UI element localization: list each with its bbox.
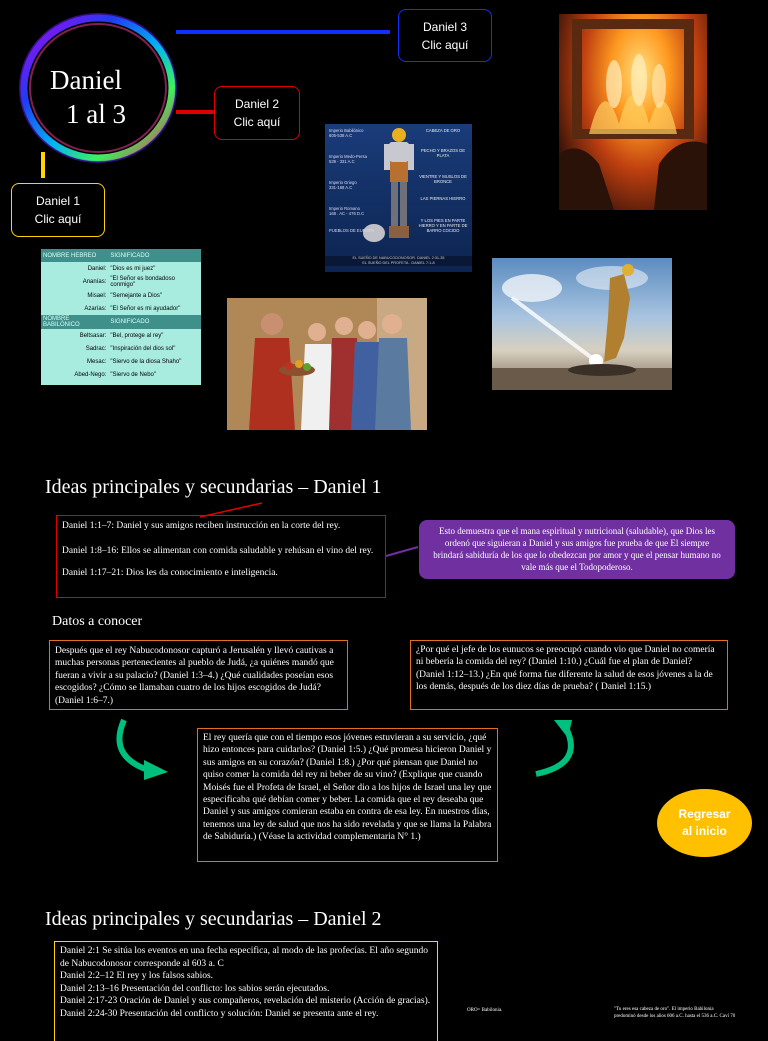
home-button-line1: Regresar bbox=[678, 807, 731, 821]
curved-arrow-left-icon bbox=[108, 716, 180, 782]
names-row: Daniel: "Dios es mi juez" bbox=[87, 265, 156, 272]
names-row: Ananías: "El Señor es bondadoso conmigo" bbox=[82, 276, 175, 288]
empire-row-3: Imperio Griego 331-168 A.C bbox=[329, 180, 357, 190]
hub-title-line1: Daniel bbox=[50, 65, 122, 95]
names-table-image bbox=[41, 249, 201, 385]
section1-line-3: Daniel 1:17–21: Dios les da conocimiento e inteligencia. bbox=[62, 567, 278, 578]
daniel3-link-line2: Clic aquí bbox=[421, 37, 469, 52]
section2-line-4: Daniel 2:17-23 Oración de Daniel y sus compañeros, revelación del misterio (Acción de gracias). bbox=[60, 996, 431, 1007]
daniel2-link-button[interactable] bbox=[214, 86, 300, 140]
names-row: Misael: "Semejante a Dios" bbox=[87, 292, 163, 299]
names-header-meaning: SIGNIFICADO bbox=[110, 252, 150, 259]
daniel2-connector bbox=[176, 110, 214, 114]
section1-line-1: Daniel 1:1–7: Daniel y sus amigos reciben instrucción en la corte del rey. bbox=[62, 521, 341, 531]
section1-callout: Esto demuestra que el mana espiritual y nutricional (saludable), que Dios les ordenó que siguieran a Daniel y sus amigos fue prueba de que El siempre brindará sabiduría de los que lo obedezcan por amor y que el pensar humano no vale más que el Todopoderoso. bbox=[419, 520, 735, 579]
statue-footer-line1: EL SUEÑO DE NABUCODONOSOR. DANIEL 2:31-35 bbox=[352, 256, 445, 260]
footnote-right-line2: predominó desde los años 606 a.C. hasta el 536 a.C. Caví 70 bbox=[614, 1014, 736, 1019]
names-row: Abed-Nego: "Siervo de Nebo" bbox=[74, 371, 157, 378]
part-row-3: VIENTRE Y MUSLOS DE BRONCE bbox=[419, 174, 467, 184]
home-button-line2: al inicio bbox=[682, 824, 727, 838]
statue-footer bbox=[325, 256, 472, 266]
facts-title: Datos a conocer bbox=[52, 614, 143, 629]
names-row: Azarías: "El Señor es mi ayudador" bbox=[84, 305, 181, 312]
callout-connector bbox=[384, 544, 420, 558]
daniel3-link-line1: Daniel 3 bbox=[422, 19, 468, 34]
names-table bbox=[41, 249, 201, 381]
section2-ideas-box bbox=[54, 941, 438, 1041]
curved-arrow-right-icon bbox=[510, 718, 582, 784]
daniel3-connector bbox=[176, 30, 390, 34]
section1-title: Ideas principales y secundarias – Daniel 1 bbox=[45, 476, 382, 498]
fiery-furnace-image bbox=[559, 14, 707, 210]
names-header-babylonian: NOMBRE BABILÓNICO bbox=[43, 316, 80, 328]
statue-footer-line2: EL SUEÑO DEL PROFETA . DANIEL 7:1-8 bbox=[362, 261, 435, 265]
daniel2-link-line2: Clic aquí bbox=[233, 115, 281, 129]
daniel3-link-button[interactable] bbox=[398, 9, 492, 62]
facts-left-box: Después que el rey Nabucodonosor capturó a Jerusalén y llevó cautivas a muchas personas pertenecientes al pueblo de Judá, ¿a quiénes mandó que fueran a vivir a su palacio? (Daniel 1:3–4.) ¿Qué cualidades poseían esos escogidos? ¿Cómo se llamaban cuatro de los hijos escogidos de Judá? (Daniel 1:6–7.) bbox=[49, 640, 348, 710]
names-row: Mesac: "Siervo de la diosa Shaho" bbox=[87, 358, 182, 365]
part-row-1: CABEZA DE ORO bbox=[425, 128, 461, 133]
statue-empires bbox=[329, 128, 381, 242]
footnote-right-line1: "Tu eres esa cabeza de oro". El imperio Babilonia bbox=[614, 1007, 714, 1012]
stone-statue-image bbox=[492, 258, 672, 390]
section2-line-1: Daniel 2:1 Se sitúa los eventos en una fecha especifica, al modo de las profecías. El año segundo de Nabucodonosor corresponde al 603 a. C bbox=[60, 946, 429, 969]
hub-title bbox=[48, 63, 158, 131]
section1-line-2: Daniel 1:8–16: Ellos se alimentan con comida saludable y rehúsan el vino del rey. bbox=[62, 546, 374, 557]
daniel1-link-line2: Clic aquí bbox=[34, 212, 82, 226]
names-header-meaning2: SIGNIFICADO bbox=[110, 319, 150, 325]
facts-center-box: El rey quería que con el tiempo esos jóvenes estuvieran a su servicio, ¿qué hizo entonces para cuidarlos? (Daniel 1:5.) ¿Qué promesa hicieron Daniel y sus amigos en su corazón? (Daniel 1:8.) ¿Por qué piensan que Daniel no quiso comer la comida del rey ni beber de su vino? (Explique que cuando Moisés fue el Profeta de Israel, el Señor dio a los hijos de Israel una ley que especificaba qué debían comer y beber. La comida que el rey deseaba que Daniel y sus amigos comieran estaba en contra de esa ley. En nuestros días, tenemos una ley de salud que nos ha sido revelada y que se llama la Palabra de Sabiduría.) (Véase la actividad complementaria N° 1.) bbox=[197, 728, 498, 862]
facts-right-box: ¿Por qué el jefe de los eunucos se preocupó cuando vio que Daniel no comería ni bebería la comida del rey? (Daniel 1:10.) ¿Cuál fue el plan de Daniel? (Daniel 1:12–13.) ¿En qué forma fue diferente la salud de esos jóvenes a la de los demás, después de los diez días de prueba? ( Daniel 1:15.) bbox=[410, 640, 728, 710]
statue-parts bbox=[417, 128, 469, 242]
empire-row-4: Imperio Romano 168 . AC - 476 D.C bbox=[329, 206, 365, 216]
empire-row-2: Imperio Medo-Persa 539 - 331 A.C bbox=[329, 154, 367, 164]
daniel-friends-image bbox=[227, 298, 427, 430]
section2-line-3: Daniel 2:13–16 Presentación del conflicto: los sabios serán ejecutados. bbox=[60, 983, 330, 994]
daniel1-link-line1: Daniel 1 bbox=[35, 194, 81, 208]
section1-ideas-box bbox=[56, 515, 386, 598]
section2-title: Ideas principales y secundarias – Daniel 2 bbox=[45, 908, 382, 930]
empire-row-1: Imperio Babilónico 605-538 A.C bbox=[329, 128, 364, 138]
part-row-4: LAS PIERNAS HIERRO bbox=[420, 196, 466, 201]
daniel1-link-button[interactable] bbox=[11, 183, 105, 237]
names-row: Sadrac: "Inspiración del dios sol" bbox=[85, 345, 176, 352]
hub-title-line2: 1 al 3 bbox=[66, 99, 126, 129]
section2-line-2: Daniel 2:2–12 El rey y los falsos sabios. bbox=[60, 971, 214, 982]
section2-line-5: Daniel 2:24-30 Presentación del conflicto y solución: Daniel se presenta ante el rey. bbox=[60, 1008, 379, 1019]
part-row-5: Y LOS PIES EN PARTE HIERRO Y EN PARTE DE BARRO COCIDO bbox=[418, 218, 468, 233]
footnote-right bbox=[614, 1006, 764, 1020]
names-row: Beltsasar: "Bel, protege al rey" bbox=[79, 332, 164, 339]
statue-chart-image bbox=[325, 124, 472, 272]
statue-figure bbox=[381, 126, 417, 251]
footnote-left: ORO= Babilonia. bbox=[467, 1008, 503, 1013]
daniel2-link-line1: Daniel 2 bbox=[234, 97, 280, 111]
home-button[interactable] bbox=[657, 789, 752, 857]
empire-row-5: PUEBLOS DE EUROPA bbox=[329, 228, 375, 233]
part-row-2: PECHO Y BRAZOS DE PLATA bbox=[420, 148, 466, 158]
names-header-hebrew: NOMBRE HEBREO bbox=[43, 252, 97, 259]
daniel1-connector bbox=[41, 152, 45, 178]
